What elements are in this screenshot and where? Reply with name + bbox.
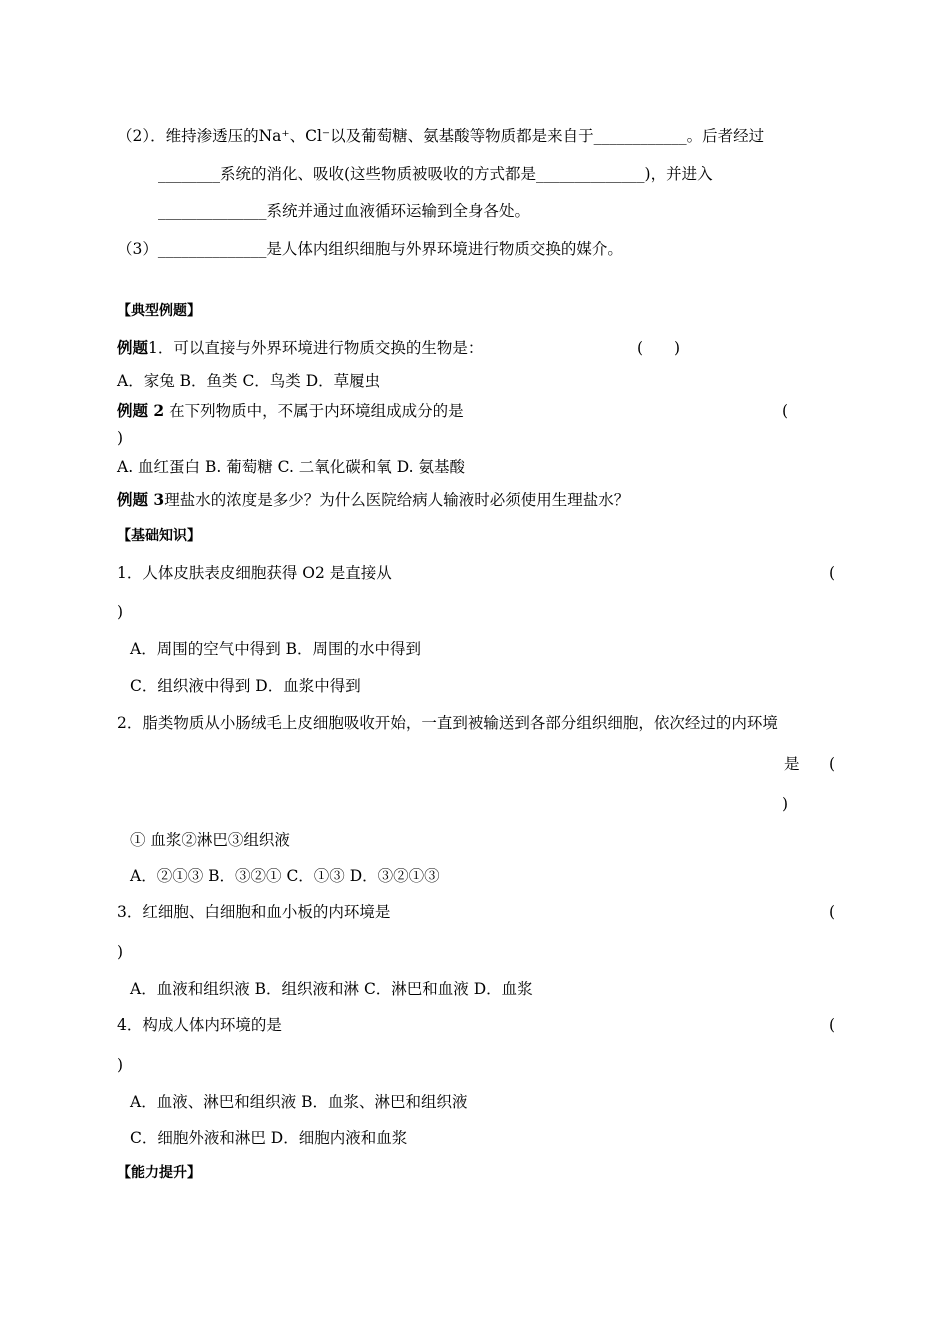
question-3-paren-open: (: [829, 903, 836, 921]
example-2-options: A. 血红蛋白 B. 葡萄糖 C. 二氧化碳和氧 D. 氨基酸: [117, 458, 465, 476]
question-4-options-cd: C．细胞外液和淋巴 D．细胞内液和血浆: [130, 1129, 408, 1147]
example-3: [117, 490, 629, 510]
example-2-label: 例题 2: [117, 401, 165, 420]
question-2-shi: 是: [784, 755, 800, 773]
example-2-paren-open: (: [782, 402, 789, 420]
medium-line: （3）______________是人体内组织细胞与外界环境进行物质交换的媒介。: [117, 240, 623, 258]
circulation-line: ______________系统并通过血液循环运输到全身各处。: [158, 202, 531, 220]
question-4-options-ab: A．血液、淋巴和组织液 B．血浆、淋巴和组织液: [130, 1093, 468, 1111]
example-1-text: 1．可以直接与外界环境进行物质交换的生物是：: [148, 339, 484, 357]
example-1-options: A．家兔 B．鱼类 C．鸟类 D．草履虫: [117, 372, 381, 390]
section-ability-improvement: 【能力提升】: [117, 1165, 201, 1181]
question-3-options: A．血液和组织液 B．组织液和淋 C．淋巴和血液 D．血浆: [130, 980, 533, 998]
question-2-items: ① 血浆②淋巴③组织液: [130, 831, 290, 849]
section-typical-examples: 【典型例题】: [117, 303, 201, 319]
question-1-paren-close: ): [117, 603, 124, 621]
question-2: 2．脂类物质从小肠绒毛上皮细胞吸收开始，一直到被输送到各部分组织细胞，依次经过的内环境: [117, 714, 778, 732]
question-2-options: A．②①③ B．③②① C．①③ D．③②①③: [130, 867, 440, 885]
question-1: 1．人体皮肤表皮细胞获得 O2 是直接从: [117, 564, 392, 582]
example-2-paren-close: ): [117, 429, 124, 447]
question-1-options-cd: C．组织液中得到 D．血浆中得到: [130, 677, 361, 695]
question-4: 4．构成人体内环境的是: [117, 1016, 282, 1034]
example-1-answer-paren: ( ): [637, 339, 681, 357]
question-4-paren-open: (: [829, 1016, 836, 1034]
example-2: [117, 401, 464, 421]
example-1: [117, 338, 483, 358]
question-4-paren-close: ): [117, 1056, 124, 1074]
section-basic-knowledge: 【基础知识】: [117, 528, 201, 544]
question-2-paren-close: ): [782, 795, 789, 813]
question-3-paren-close: ): [117, 943, 124, 961]
example-3-text: 理盐水的浓度是多少？为什么医院给病人输液时必须使用生理盐水？: [164, 491, 630, 509]
example-2-text: 在下列物质中，不属于内环境组成成分的是: [164, 402, 464, 420]
question-2-paren-open: (: [829, 755, 836, 773]
question-1-paren-open: (: [829, 564, 836, 582]
osmotic-pressure-line: （2）．维持渗透压的Na⁺、Cl⁻以及葡萄糖、氨基酸等物质都是来自于____________。后者经过: [117, 127, 765, 145]
question-1-options-ab: A．周围的空气中得到 B．周围的水中得到: [130, 640, 422, 658]
digestion-line: ________系统的消化、吸收(这些物质被吸收的方式都是______________)，并进入: [158, 165, 713, 183]
example-3-label: 例题 3: [117, 490, 165, 509]
example-1-label: 例题: [117, 338, 149, 357]
question-3: 3．红细胞、白细胞和血小板的内环境是: [117, 903, 391, 921]
